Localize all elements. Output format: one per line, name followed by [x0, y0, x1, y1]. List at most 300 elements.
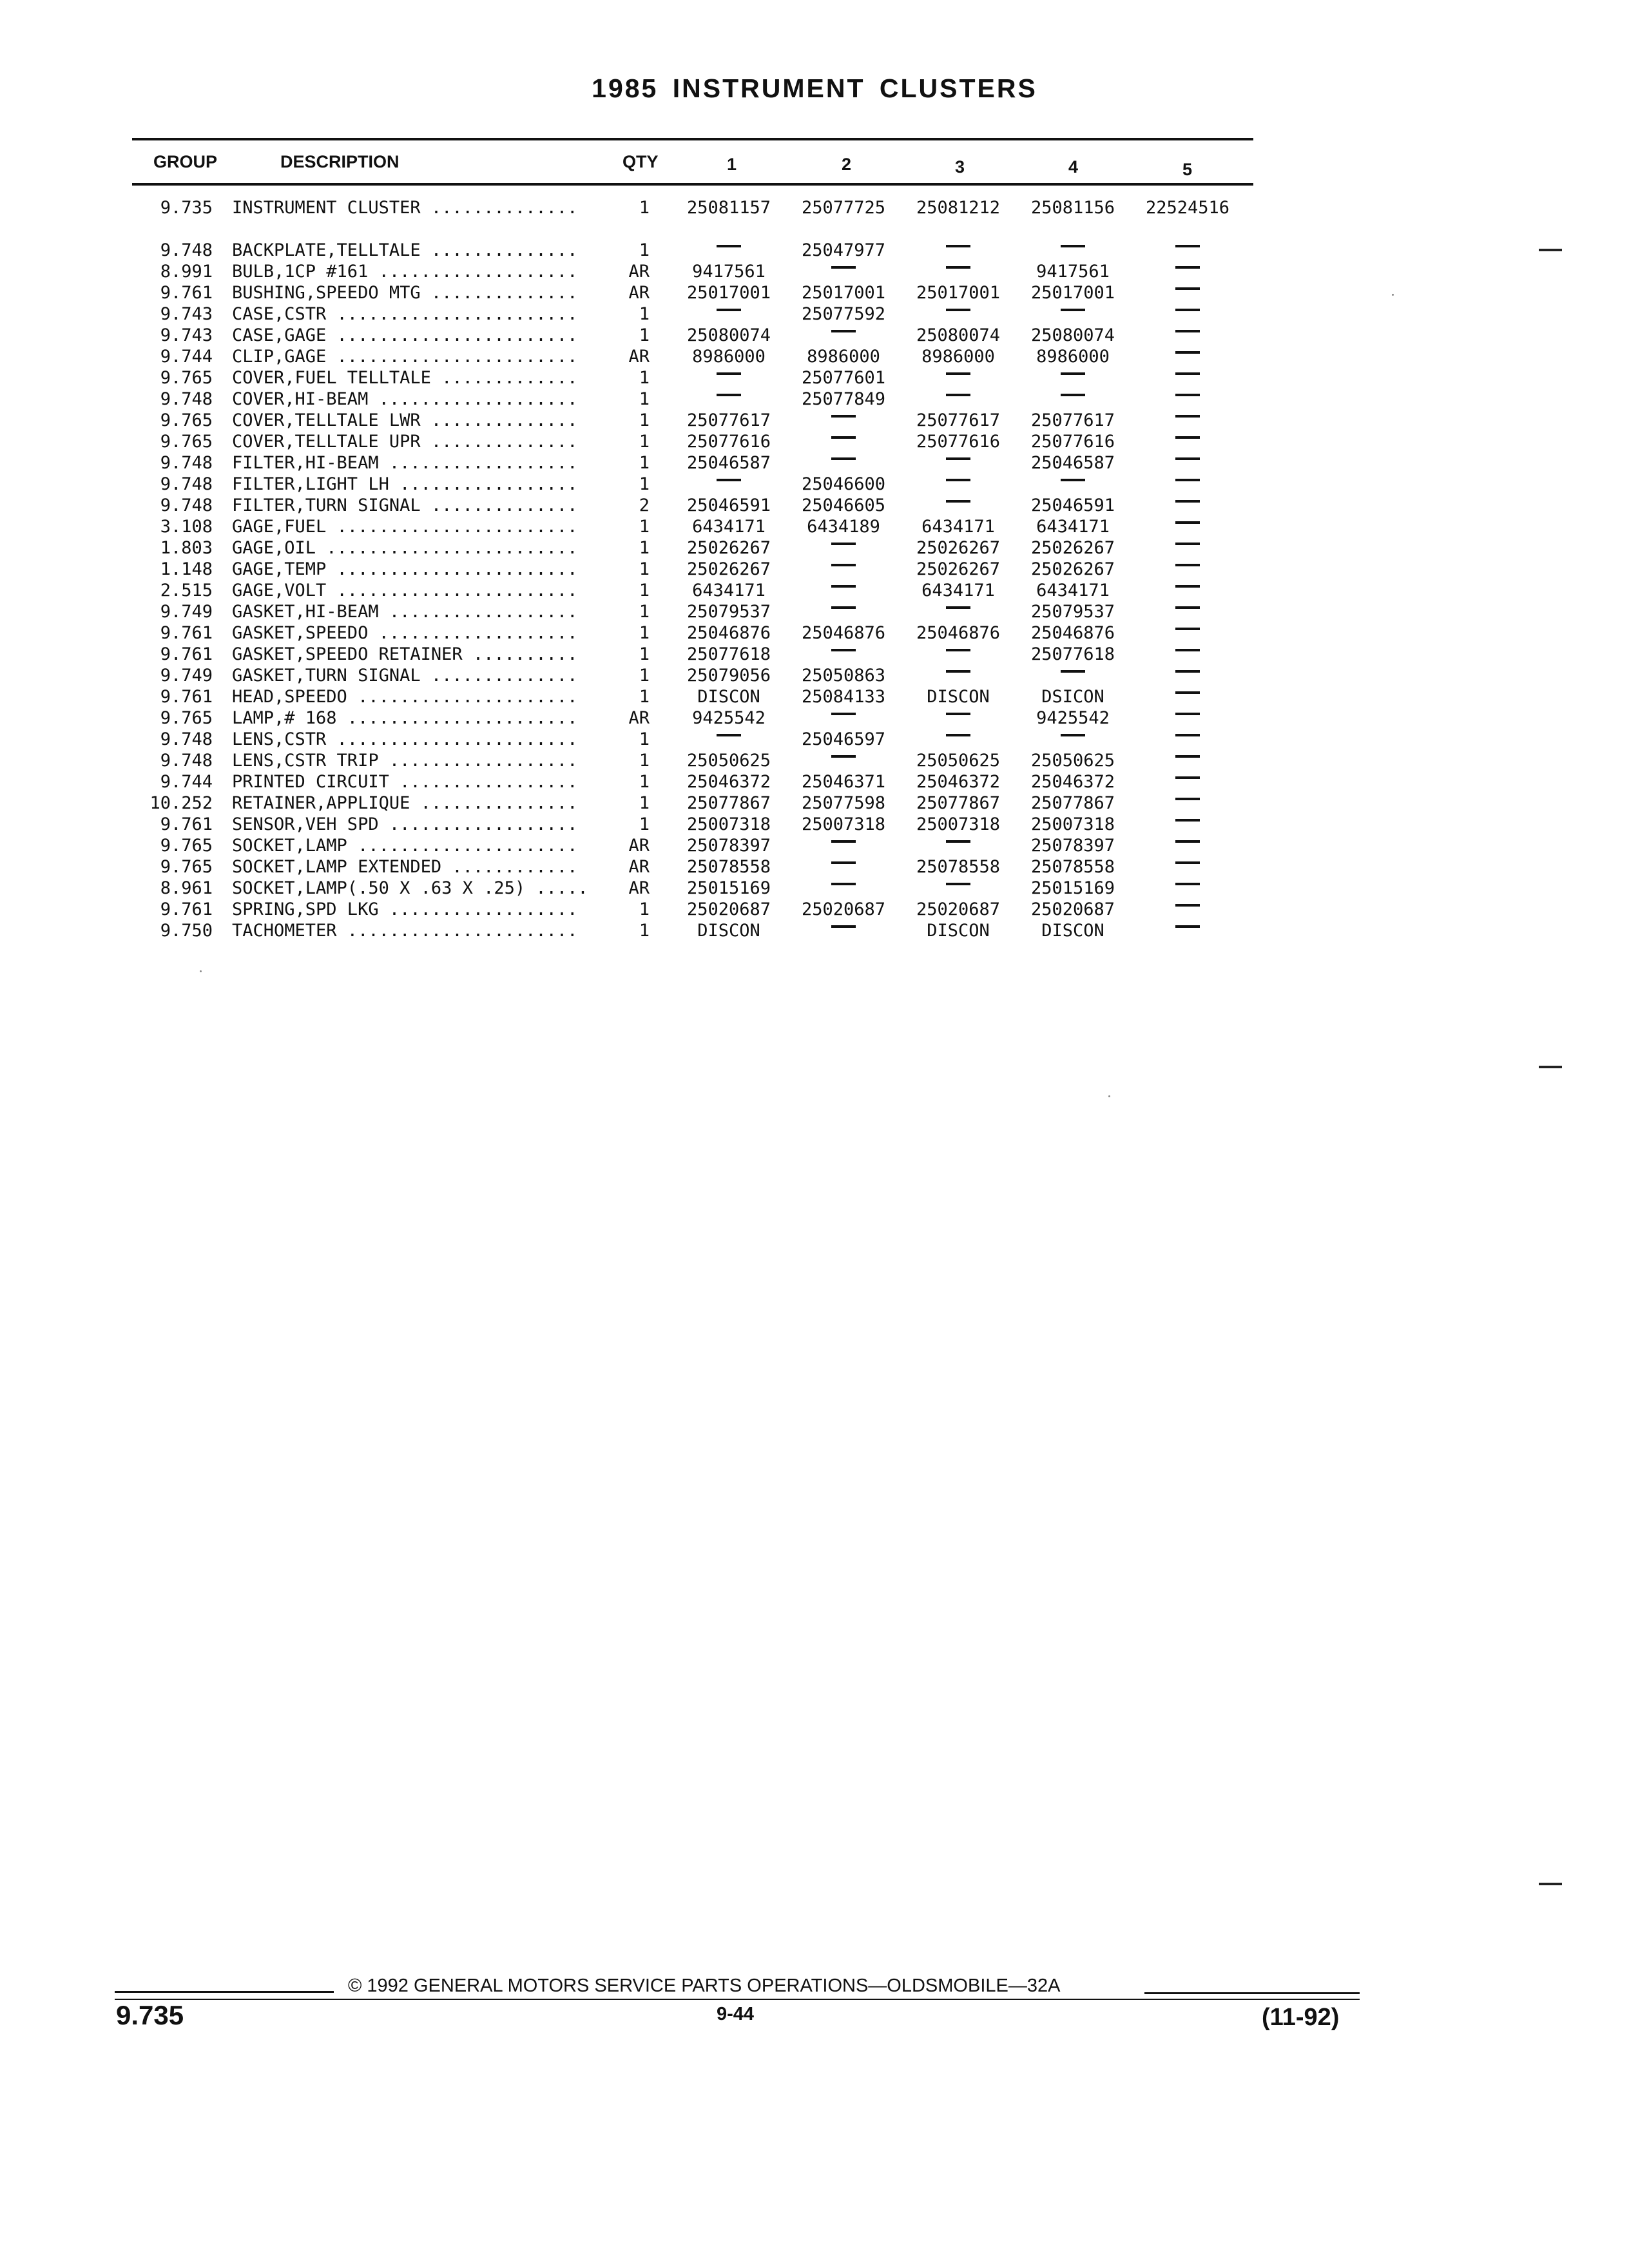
cell-part-number: DSICON [1041, 687, 1104, 707]
cell-group: 9.765 [160, 368, 213, 388]
cell-part-number: 25026267 [916, 559, 1001, 579]
cell-group: 9.748 [160, 453, 213, 473]
cell-not-applicable-dash [789, 452, 898, 474]
cell-part-number: 25080074 [916, 325, 1001, 345]
dash-mark [831, 649, 856, 651]
cell-description: LAMP,# 168 ...................... [232, 708, 578, 728]
cell-part-number: 25079537 [686, 602, 771, 622]
cell-part-number: DISCON [1041, 921, 1104, 941]
cell-part-number: 8986000 [807, 347, 880, 367]
cell-description: SOCKET,LAMP ..................... [232, 836, 578, 856]
dash-mark [1175, 394, 1200, 396]
cell-description: INSTRUMENT CLUSTER .............. [232, 198, 578, 218]
cell-qty: 1 [639, 304, 650, 324]
cell-group: 9.761 [160, 283, 213, 303]
table-row [0, 240, 1629, 262]
dash-mark [831, 840, 856, 843]
cell-description: HEAD,SPEEDO ..................... [232, 687, 578, 707]
cell-not-applicable-dash [903, 707, 1013, 729]
cell-part-number: 25026267 [686, 538, 771, 558]
cell-part-number: 25077616 [686, 432, 771, 452]
dash-mark [831, 266, 856, 269]
cell-part-number: 25017001 [686, 283, 771, 303]
dash-mark [1175, 776, 1200, 779]
margin-mark [1539, 1883, 1562, 1885]
cell-part-number: 25050625 [1030, 751, 1115, 771]
cell-group: 2.515 [160, 581, 213, 601]
dash-mark [717, 309, 741, 311]
cell-part-number: 9425542 [692, 708, 766, 728]
cell-part-number: 25050625 [686, 751, 771, 771]
speck [1392, 294, 1394, 296]
cell-qty: AR [628, 857, 650, 877]
cell-group: 9.761 [160, 623, 213, 643]
cell-part-number: 25046600 [801, 474, 886, 494]
cell-group: 9.744 [160, 772, 213, 792]
cell-part-number: 25046605 [801, 495, 886, 515]
cell-description: GAGE,FUEL ....................... [232, 517, 578, 537]
cell-not-applicable-dash [1133, 771, 1242, 793]
table-row [0, 367, 1629, 389]
cell-not-applicable-dash [1133, 665, 1242, 687]
dash-mark [831, 755, 856, 758]
dash-mark [1175, 819, 1200, 822]
cell-not-applicable-dash [1133, 856, 1242, 878]
cell-part-number: 6434171 [921, 581, 995, 601]
dash-mark [1175, 457, 1200, 460]
cell-group: 9.748 [160, 751, 213, 771]
table-row [0, 750, 1629, 772]
cell-description: PRINTED CIRCUIT ................. [232, 772, 578, 792]
cell-qty: 1 [639, 687, 650, 707]
cell-not-applicable-dash [1133, 516, 1242, 538]
dash-mark [1175, 564, 1200, 566]
cell-not-applicable-dash [903, 240, 1013, 262]
cell-not-applicable-dash [1133, 325, 1242, 347]
cell-description: SOCKET,LAMP(.50 X .63 X .25) ..... [232, 878, 588, 898]
dash-mark [1175, 755, 1200, 758]
cell-group: 8.961 [160, 878, 213, 898]
cell-not-applicable-dash [1133, 793, 1242, 814]
cell-group: 9.748 [160, 389, 213, 409]
cell-qty: 1 [639, 559, 650, 579]
table-row [0, 282, 1629, 304]
cell-not-applicable-dash [1133, 644, 1242, 666]
dash-mark [946, 649, 970, 651]
cell-part-number: 25026267 [916, 538, 1001, 558]
table-row [0, 389, 1629, 410]
cell-not-applicable-dash [1133, 835, 1242, 857]
dash-mark [1061, 479, 1085, 481]
cell-description: GAGE,VOLT ....................... [232, 581, 578, 601]
cell-part-number: 22524516 [1145, 198, 1230, 218]
cell-part-number: 25077867 [916, 793, 1001, 813]
cell-not-applicable-dash [903, 367, 1013, 389]
cell-description: SOCKET,LAMP EXTENDED ............ [232, 857, 578, 877]
cell-not-applicable-dash [1133, 878, 1242, 899]
cell-part-number: 25077592 [801, 304, 886, 324]
dash-mark [831, 330, 856, 332]
cell-not-applicable-dash [789, 750, 898, 772]
cell-not-applicable-dash [903, 644, 1013, 666]
cell-not-applicable-dash [1133, 814, 1242, 836]
dash-mark [1175, 543, 1200, 545]
cell-description: RETAINER,APPLIQUE ............... [232, 793, 578, 813]
cell-qty: 1 [639, 644, 650, 664]
cell-qty: 1 [639, 517, 650, 537]
cell-qty: 1 [639, 793, 650, 813]
cell-part-number: 25007318 [1030, 814, 1115, 834]
cell-qty: 1 [639, 772, 650, 792]
cell-part-number: 6434171 [692, 581, 766, 601]
cell-part-number: 25046591 [1030, 495, 1115, 515]
table-row [0, 559, 1629, 581]
cell-not-applicable-dash [903, 303, 1013, 325]
dash-mark [831, 585, 856, 588]
table-row [0, 410, 1629, 432]
cell-part-number: 25077617 [1030, 410, 1115, 430]
cell-qty: 1 [639, 325, 650, 345]
cell-part-number: 25046372 [916, 772, 1001, 792]
dash-mark [1175, 606, 1200, 609]
dash-mark [1061, 394, 1085, 396]
cell-not-applicable-dash [1133, 559, 1242, 581]
cell-part-number: 25050625 [916, 751, 1001, 771]
cell-part-number: 25081156 [1030, 198, 1115, 218]
table-row [0, 707, 1629, 729]
header-col-1: 1 [727, 155, 737, 174]
cell-not-applicable-dash [1133, 729, 1242, 751]
footer-group-number: 9.735 [116, 2000, 184, 2030]
table-row [0, 495, 1629, 517]
cell-part-number: 25077725 [801, 198, 886, 218]
table-row [0, 793, 1629, 814]
cell-description: GASKET,SPEEDO ................... [232, 623, 578, 643]
footer-copyright: © 1992 GENERAL MOTORS SERVICE PARTS OPERATIONS—OLDSMOBILE—32A [348, 1975, 1061, 1996]
cell-part-number: 25077618 [1030, 644, 1115, 664]
cell-not-applicable-dash [674, 367, 784, 389]
footer-rule-right [1144, 1992, 1360, 1994]
dash-mark [1175, 436, 1200, 439]
header-bottom-rule [132, 183, 1253, 186]
cell-not-applicable-dash [903, 878, 1013, 899]
cell-part-number: DISCON [697, 687, 760, 707]
cell-part-number: 25020687 [1030, 899, 1115, 919]
cell-qty: 1 [639, 240, 650, 260]
cell-part-number: 25078558 [1030, 857, 1115, 877]
cell-part-number: DISCON [927, 687, 990, 707]
dash-mark [1175, 883, 1200, 885]
cell-description: GAGE,OIL ........................ [232, 538, 578, 558]
cell-qty: AR [628, 878, 650, 898]
cell-group: 9.748 [160, 729, 213, 749]
cell-group: 1.148 [160, 559, 213, 579]
cell-part-number: 25026267 [686, 559, 771, 579]
table-row [0, 878, 1629, 899]
cell-group: 9.750 [160, 921, 213, 941]
cell-group: 9.743 [160, 325, 213, 345]
cell-not-applicable-dash [1018, 367, 1128, 389]
cell-part-number: 25046591 [686, 495, 771, 515]
cell-qty: 1 [639, 198, 650, 218]
cell-not-applicable-dash [789, 601, 898, 623]
cell-qty: 1 [639, 474, 650, 494]
cell-not-applicable-dash [789, 580, 898, 602]
cell-part-number: 25046371 [801, 772, 886, 792]
cell-qty: 1 [639, 899, 650, 919]
cell-group: 9.744 [160, 347, 213, 367]
dash-mark [1175, 840, 1200, 843]
cell-qty: 1 [639, 602, 650, 622]
dash-mark [1061, 670, 1085, 673]
table-row [0, 537, 1629, 559]
cell-qty: AR [628, 283, 650, 303]
cell-description: FILTER,TURN SIGNAL .............. [232, 495, 578, 515]
cell-not-applicable-dash [1133, 899, 1242, 921]
cell-group: 9.765 [160, 432, 213, 452]
dash-mark [946, 245, 970, 247]
cell-qty: AR [628, 262, 650, 282]
cell-not-applicable-dash [1133, 495, 1242, 517]
cell-not-applicable-dash [1133, 580, 1242, 602]
page-title: 1985 INSTRUMENT CLUSTERS [592, 73, 1037, 103]
cell-part-number: 6434171 [1036, 517, 1110, 537]
cell-part-number: 25046597 [801, 729, 886, 749]
table-row [0, 346, 1629, 368]
cell-group: 9.749 [160, 602, 213, 622]
cell-not-applicable-dash [1133, 750, 1242, 772]
table-row [0, 771, 1629, 793]
cell-description: GASKET,HI-BEAM .................. [232, 602, 578, 622]
table-row [0, 261, 1629, 283]
cell-not-applicable-dash [674, 240, 784, 262]
cell-not-applicable-dash [789, 835, 898, 857]
cell-not-applicable-dash [674, 729, 784, 751]
cell-not-applicable-dash [1133, 920, 1242, 942]
cell-group: 9.743 [160, 304, 213, 324]
cell-description: COVER,TELLTALE LWR .............. [232, 410, 578, 430]
cell-part-number: 25080074 [686, 325, 771, 345]
cell-part-number: 25077849 [801, 389, 886, 409]
cell-part-number: 25080074 [1030, 325, 1115, 345]
dash-mark [946, 394, 970, 396]
cell-description: GASKET,TURN SIGNAL .............. [232, 666, 578, 686]
cell-qty: 1 [639, 729, 650, 749]
cell-part-number: 25078558 [916, 857, 1001, 877]
dash-mark [1175, 670, 1200, 673]
cell-qty: 1 [639, 368, 650, 388]
table-row [0, 325, 1629, 347]
cell-part-number: 25078558 [686, 857, 771, 877]
cell-part-number: 25017001 [916, 283, 1001, 303]
cell-part-number: 25046372 [1030, 772, 1115, 792]
cell-not-applicable-dash [789, 261, 898, 283]
cell-description: CASE,CSTR ....................... [232, 304, 578, 324]
header-description: DESCRIPTION [280, 152, 400, 171]
dash-mark [946, 883, 970, 885]
cell-description: TACHOMETER ...................... [232, 921, 578, 941]
dash-mark [1175, 266, 1200, 269]
cell-part-number: 9417561 [692, 262, 766, 282]
table-row [0, 899, 1629, 921]
cell-part-number: 6434171 [1036, 581, 1110, 601]
dash-mark [717, 245, 741, 247]
cell-not-applicable-dash [1133, 601, 1242, 623]
footer-date: (11-92) [1262, 2004, 1340, 2031]
dash-mark [1175, 479, 1200, 481]
cell-description: COVER,HI-BEAM ................... [232, 389, 578, 409]
cell-not-applicable-dash [789, 878, 898, 899]
cell-group: 9.761 [160, 814, 213, 834]
table-row [0, 580, 1629, 602]
dash-mark [831, 883, 856, 885]
header-group: GROUP [153, 152, 218, 171]
dash-mark [1175, 372, 1200, 375]
cell-qty: 1 [639, 921, 650, 941]
dash-mark [1175, 585, 1200, 588]
dash-mark [946, 457, 970, 460]
cell-description: GASKET,SPEEDO RETAINER .......... [232, 644, 578, 664]
cell-part-number: 25046587 [1030, 453, 1115, 473]
cell-part-number: 25017001 [1030, 283, 1115, 303]
cell-part-number: 25007318 [916, 814, 1001, 834]
cell-part-number: 9417561 [1036, 262, 1110, 282]
dash-mark [831, 861, 856, 864]
cell-part-number: 6434189 [807, 517, 880, 537]
cell-part-number: 25078397 [686, 836, 771, 856]
cell-part-number: 25026267 [1030, 538, 1115, 558]
dash-mark [946, 840, 970, 843]
cell-qty: 1 [639, 751, 650, 771]
table-row [0, 856, 1629, 878]
header-col-2: 2 [842, 155, 852, 174]
dash-mark [1175, 691, 1200, 694]
cell-group: 1.803 [160, 538, 213, 558]
cell-group: 9.761 [160, 687, 213, 707]
header-qty: QTY [622, 152, 659, 171]
dash-mark [1061, 245, 1085, 247]
cell-group: 9.765 [160, 836, 213, 856]
cell-part-number: 25007318 [686, 814, 771, 834]
cell-description: LENS,CSTR ....................... [232, 729, 578, 749]
cell-part-number: 25077618 [686, 644, 771, 664]
cell-not-applicable-dash [789, 410, 898, 432]
dash-mark [1175, 309, 1200, 311]
dash-mark [717, 479, 741, 481]
margin-mark [1539, 1066, 1562, 1068]
table-row [0, 814, 1629, 836]
dash-mark [1175, 521, 1200, 524]
cell-group: 9.748 [160, 474, 213, 494]
table-row [0, 431, 1629, 453]
cell-description: BULB,1CP #161 ................... [232, 262, 578, 282]
table-row [0, 601, 1629, 623]
dash-mark [1175, 500, 1200, 503]
cell-part-number: 25079056 [686, 666, 771, 686]
table-row [0, 452, 1629, 474]
cell-group: 3.108 [160, 517, 213, 537]
cell-qty: AR [628, 347, 650, 367]
cell-not-applicable-dash [1133, 452, 1242, 474]
cell-part-number: 25077616 [1030, 432, 1115, 452]
cell-part-number: 25078397 [1030, 836, 1115, 856]
cell-part-number: 25077617 [916, 410, 1001, 430]
cell-qty: 1 [639, 432, 650, 452]
cell-part-number: 25081212 [916, 198, 1001, 218]
dash-mark [1175, 713, 1200, 715]
cell-not-applicable-dash [1018, 240, 1128, 262]
dash-mark [946, 372, 970, 375]
cell-part-number: 8986000 [692, 347, 766, 367]
cell-qty: 1 [639, 666, 650, 686]
cell-not-applicable-dash [1018, 729, 1128, 751]
header-top-rule [132, 138, 1253, 140]
dash-mark [946, 500, 970, 503]
cell-not-applicable-dash [674, 389, 784, 410]
table-row [0, 474, 1629, 495]
cell-qty: AR [628, 708, 650, 728]
dash-mark [1175, 649, 1200, 651]
dash-mark [831, 564, 856, 566]
dash-mark [946, 606, 970, 609]
cell-not-applicable-dash [1133, 240, 1242, 262]
cell-part-number: 25046876 [801, 623, 886, 643]
dash-mark [831, 415, 856, 418]
cell-part-number: DISCON [697, 921, 760, 941]
dash-mark [946, 713, 970, 715]
dash-mark [1175, 330, 1200, 332]
dash-mark [1175, 861, 1200, 864]
footer-rule-bottom [115, 1999, 1360, 2000]
cell-part-number: DISCON [927, 921, 990, 941]
cell-not-applicable-dash [1133, 282, 1242, 304]
table-row [0, 516, 1629, 538]
dash-mark [946, 266, 970, 269]
cell-part-number: 25084133 [801, 687, 886, 707]
cell-not-applicable-dash [903, 729, 1013, 751]
dash-mark [831, 436, 856, 439]
cell-not-applicable-dash [903, 474, 1013, 495]
cell-part-number: 25077616 [916, 432, 1001, 452]
cell-not-applicable-dash [903, 495, 1013, 517]
cell-not-applicable-dash [1018, 665, 1128, 687]
cell-not-applicable-dash [1133, 367, 1242, 389]
cell-not-applicable-dash [1018, 389, 1128, 410]
cell-part-number: 25015169 [686, 878, 771, 898]
cell-description: COVER,FUEL TELLTALE ............. [232, 368, 578, 388]
cell-group: 9.765 [160, 708, 213, 728]
cell-not-applicable-dash [903, 601, 1013, 623]
table-row [0, 729, 1629, 751]
dash-mark [717, 372, 741, 375]
margin-mark [1539, 249, 1562, 251]
cell-not-applicable-dash [1018, 303, 1128, 325]
dash-mark [1175, 628, 1200, 630]
cell-part-number: 25020687 [686, 899, 771, 919]
cell-not-applicable-dash [1133, 389, 1242, 410]
cell-not-applicable-dash [789, 707, 898, 729]
cell-part-number: 9425542 [1036, 708, 1110, 728]
cell-part-number: 25007318 [801, 814, 886, 834]
cell-qty: 1 [639, 814, 650, 834]
table-row [0, 197, 1629, 219]
cell-group: 9.735 [160, 198, 213, 218]
cell-not-applicable-dash [674, 474, 784, 495]
cell-description: CLIP,GAGE ....................... [232, 347, 578, 367]
cell-part-number: 25017001 [801, 283, 886, 303]
cell-not-applicable-dash [789, 920, 898, 942]
cell-not-applicable-dash [789, 431, 898, 453]
